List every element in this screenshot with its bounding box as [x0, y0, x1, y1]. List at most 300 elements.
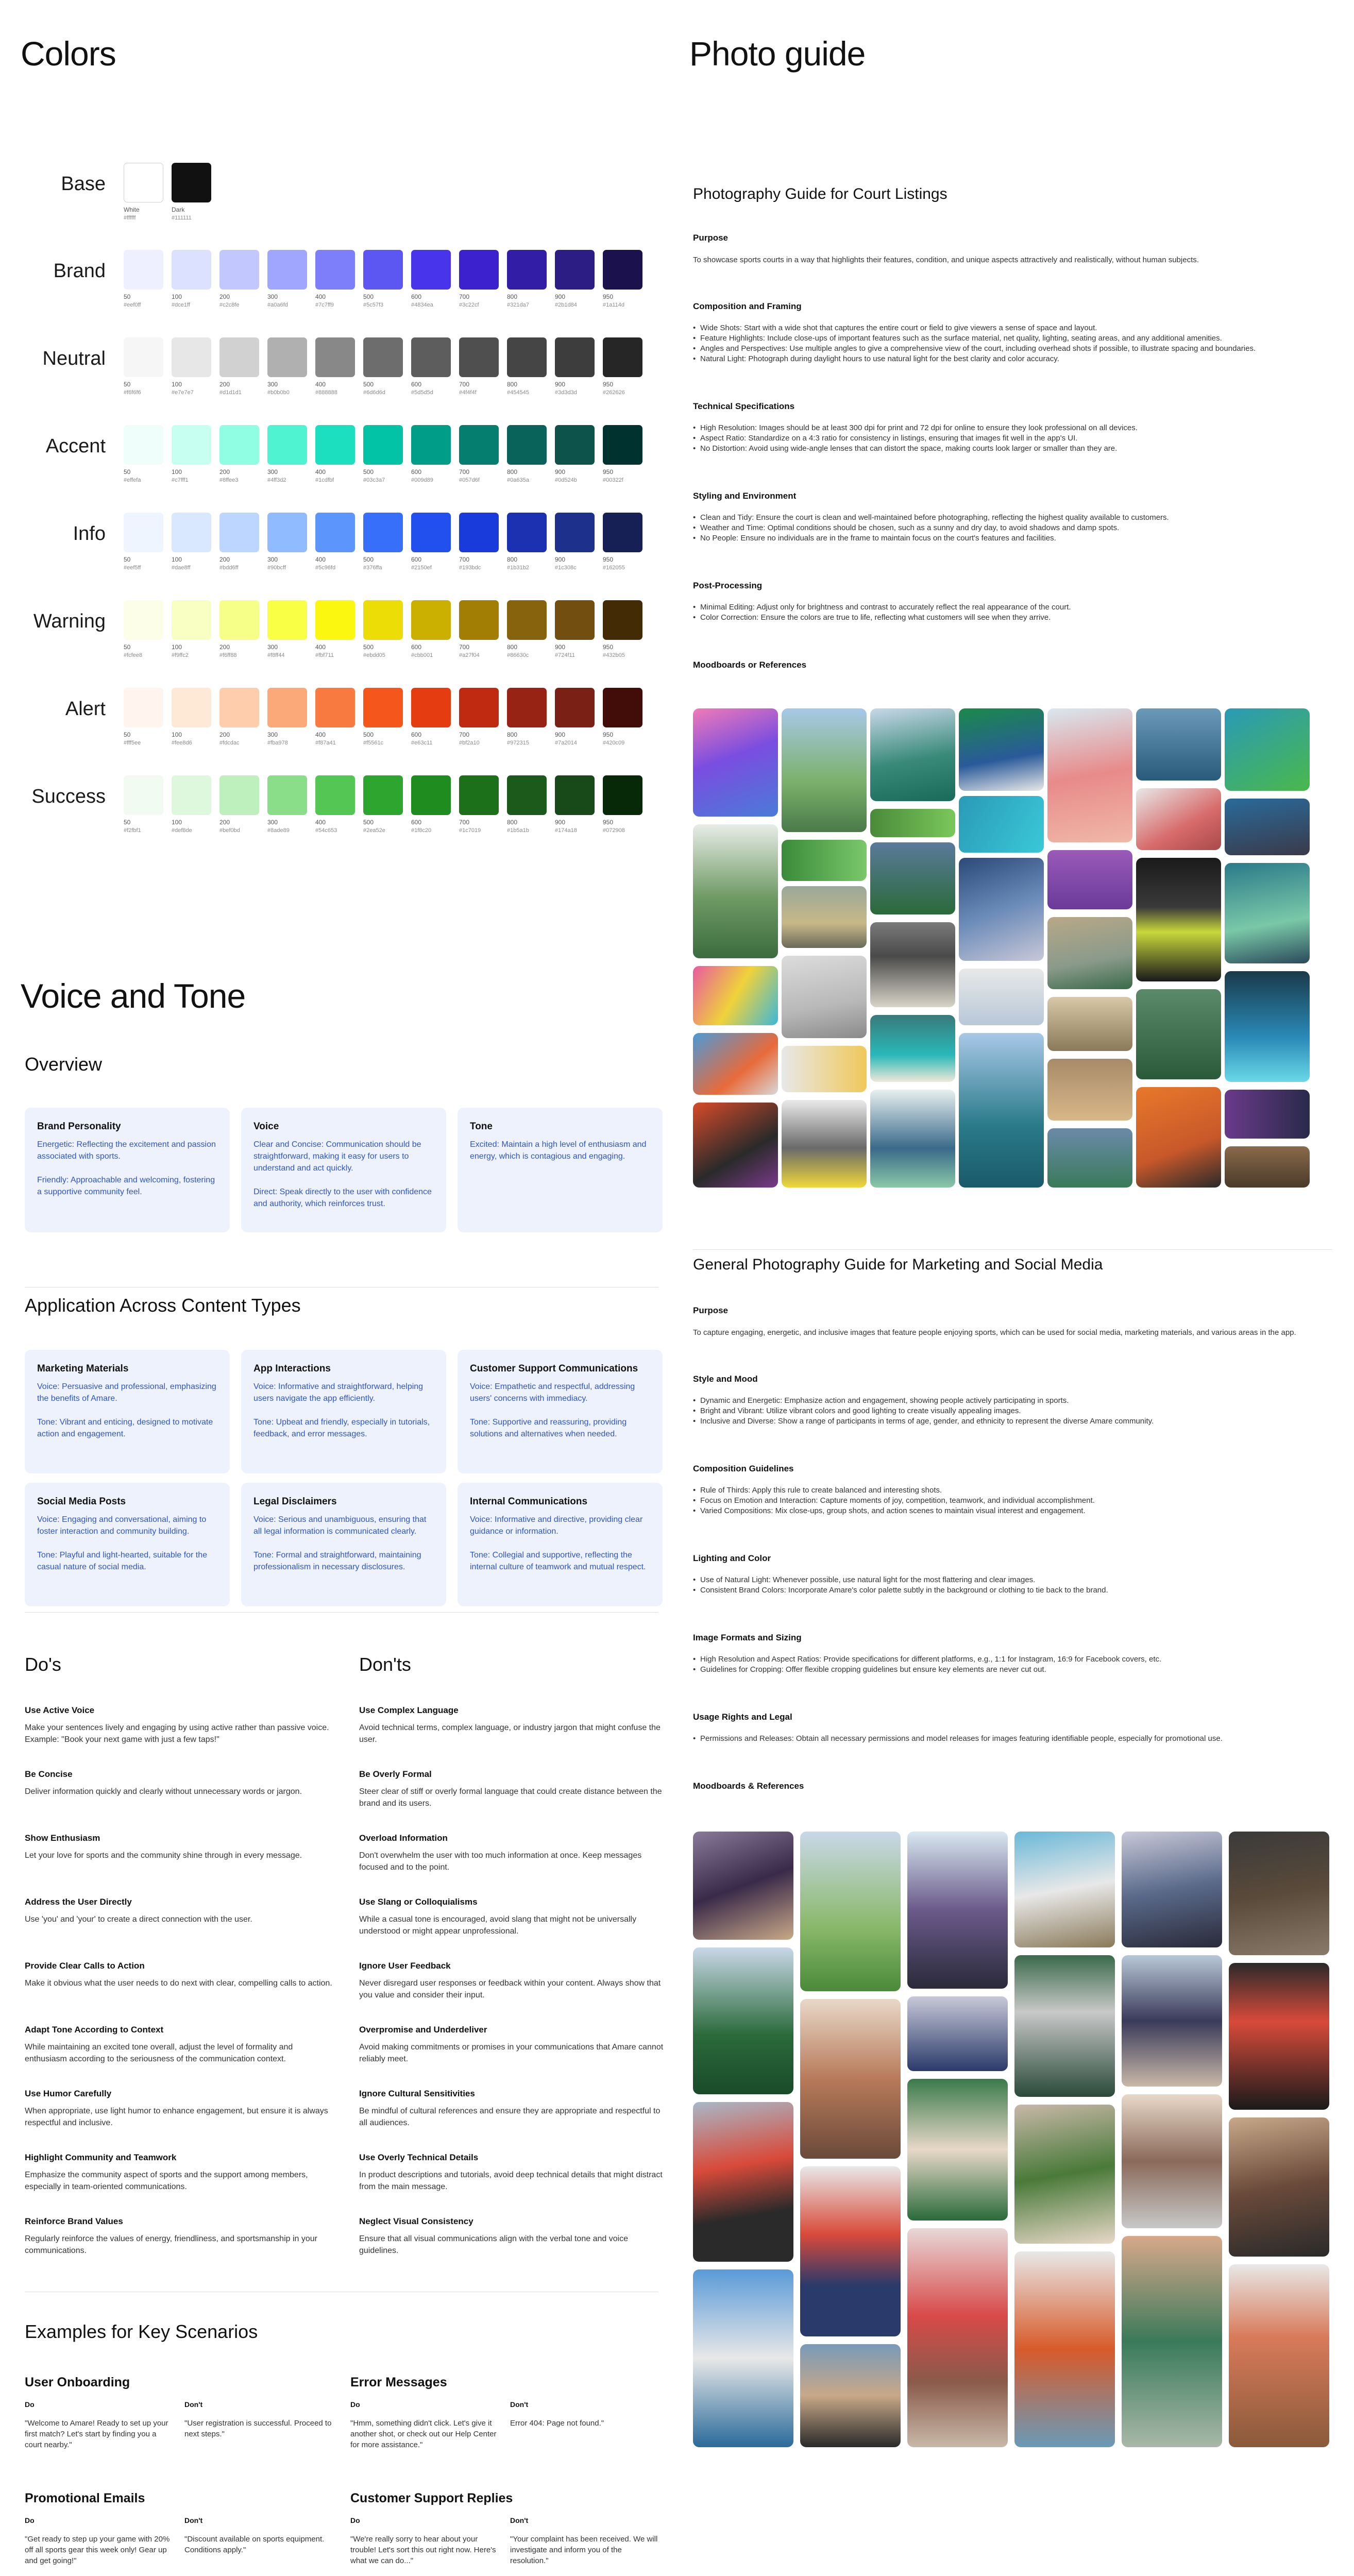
color-swatch [507, 337, 547, 377]
guideline-text: Use 'you' and 'your' to create a direct connection with the user. [25, 1915, 252, 1924]
guideline-title: Be Overly Formal [359, 1769, 432, 1779]
people-photo [800, 2166, 901, 2336]
example-block [350, 2491, 659, 2566]
guideline-text: Make it obvious what the user needs to do next with clear, compelling calls to action. [25, 1979, 332, 1988]
guide-bullet: • Weather and Time: Optimal conditions should be chosen, such as a sunny and dry day, to avoid shadows and damp spots. [693, 523, 1332, 533]
color-row-label: Success [31, 786, 106, 807]
example-title: Customer Support Replies [350, 2491, 513, 2505]
card-body: Voice: Engaging and conversational, aiming to foster interaction and community building. Tone: Playful and light-hearted, suitable for the casual nature of social media. [37, 1515, 207, 1571]
court-photo [1225, 799, 1310, 855]
color-swatch [555, 688, 595, 727]
color-swatch [267, 250, 307, 290]
divider [693, 1249, 1332, 1250]
card-title: Voice [253, 1121, 279, 1132]
color-swatch [172, 250, 211, 290]
court-photo [782, 840, 867, 881]
guide-bullet: • Focus on Emotion and Interaction: Capture moments of joy, competition, teamwork, and individual accomplishment. [693, 1496, 1332, 1506]
swatch-label: 900 #7a2014 [555, 731, 577, 746]
swatch-label: 700 #4f4f4f [459, 381, 477, 396]
court-photo [782, 1100, 867, 1188]
guideline-item [25, 2025, 334, 2065]
people-photo [1229, 1832, 1329, 1955]
swatch-label: 300 #4ff3d2 [267, 468, 286, 483]
court-photo [693, 966, 778, 1025]
guide-bullet: • No Distortion: Avoid using wide-angle lenses that can distort the space, making courts look larger or smaller than they are. [693, 444, 1332, 454]
guideline-item [359, 2216, 668, 2257]
guide-section-title: Style and Mood [693, 1374, 758, 1384]
guideline-text: In product descriptions and tutorials, avoid deep technical details that might distract from the main message. [359, 2171, 663, 2191]
court-photo [1225, 708, 1310, 791]
guide-section [693, 491, 1332, 544]
guide-section-list [693, 513, 1332, 544]
color-swatch [219, 337, 259, 377]
color-row-label: Alert [65, 698, 106, 720]
color-swatch [267, 775, 307, 815]
swatch-label: 400 #fbf711 [315, 643, 334, 658]
guideline-item [25, 1705, 334, 1745]
guideline-text: Emphasize the community aspect of sports and the support among members, especially in team-oriented communications. [25, 2171, 308, 2191]
color-swatch [172, 337, 211, 377]
court-photo [1047, 917, 1132, 989]
color-swatch [267, 688, 307, 727]
card-title: Tone [470, 1121, 493, 1132]
guide-bullet: • Dynamic and Energetic: Emphasize action and engagement, showing people actively participating in sports. [693, 1396, 1332, 1406]
color-swatch [124, 250, 163, 290]
swatch-label: 600 #2150ef [411, 556, 432, 571]
guide-bullet: • Clean and Tidy: Ensure the court is clean and well-maintained before photographing, reflecting the highest quality available to customers. [693, 513, 1332, 523]
guideline-item [359, 1769, 668, 1809]
guide-section-title: Technical Specifications [693, 401, 795, 411]
court-photo [693, 708, 778, 817]
guide-bullet: • Natural Light: Photograph during daylight hours to use natural light for the best clarity and color accuracy. [693, 354, 1332, 364]
guideline-item [25, 1897, 334, 1925]
guideline-title: Neglect Visual Consistency [359, 2216, 473, 2226]
court-photo [1047, 1059, 1132, 1121]
court-photo [1047, 1128, 1132, 1188]
swatch-label: 900 #3d3d3d [555, 381, 577, 396]
color-swatch [219, 775, 259, 815]
card-title: Marketing Materials [37, 1363, 129, 1374]
guideline-text: Make your sentences lively and engaging by using active rather than passive voice. Example: "Book your next game with just a few taps!" [25, 1723, 329, 1744]
color-swatch [507, 250, 547, 290]
color-swatch [411, 337, 451, 377]
example-do [25, 2400, 174, 2450]
swatch-label: White #ffffff [124, 206, 140, 221]
card-title: Brand Personality [37, 1121, 121, 1132]
swatch-label: 900 #1c308c [555, 556, 577, 571]
guide-bullet: • Consistent Brand Colors: Incorporate Amare's color palette subtly in the background or clothing to tie back to the brand. [693, 1585, 1332, 1596]
swatch-label: 400 #888888 [315, 381, 337, 396]
guideline-title: Provide Clear Calls to Action [25, 1961, 145, 1971]
guide-bullet: • Aspect Ratio: Standardize on a 4:3 ratio for consistency in listings, ensuring that images fit well in the app's UI. [693, 433, 1332, 444]
guideline-title: Ignore Cultural Sensitivities [359, 2089, 475, 2098]
swatch-label: 100 #def8de [172, 819, 192, 834]
color-swatch [363, 775, 403, 815]
people-photo [1122, 2094, 1222, 2228]
people-photo [1122, 1832, 1222, 1947]
color-row-label: Info [73, 523, 106, 545]
guideline-item [25, 2089, 334, 2129]
swatch-label: 800 #1b31b2 [507, 556, 529, 571]
court-photo [959, 969, 1044, 1025]
example-block [25, 2375, 334, 2450]
court-photo [1136, 788, 1221, 850]
example-title: User Onboarding [25, 2375, 130, 2389]
swatch-label: 200 #d1d1d1 [219, 381, 242, 396]
example-title: Promotional Emails [25, 2491, 145, 2505]
guide-bullet: • Minimal Editing: Adjust only for brightness and contrast to accurately reflect the real appearance of the court. [693, 602, 1332, 613]
color-swatch [172, 163, 211, 202]
example-do [350, 2400, 500, 2450]
card-title: Social Media Posts [37, 1496, 126, 1507]
guide-section-title: Composition and Framing [693, 301, 802, 311]
tone-card [241, 1483, 446, 1606]
color-row-label: Accent [45, 435, 106, 457]
guideline-text: When appropriate, use light humor to enhance engagement, but ensure it is always respectful and inclusive. [25, 2107, 328, 2127]
guideline-title: Highlight Community and Teamwork [25, 2153, 177, 2162]
application-title: Application Across Content Types [25, 1295, 301, 1316]
guide-bullet: • No People: Ensure no individuals are in the frame to maintain focus on the court's features and facilities. [693, 533, 1332, 544]
swatch-label: 50 #f2fbf1 [124, 819, 141, 834]
guideline-text: While a casual tone is encouraged, avoid slang that might not be universally understood or might appear unprofessional. [359, 1915, 637, 1936]
color-swatch [315, 600, 355, 640]
people-photo [907, 2228, 1008, 2447]
guide-section-title: Composition Guidelines [693, 1464, 794, 1473]
guideline-item [359, 2089, 668, 2129]
guide-bullet: • Color Correction: Ensure the colors are true to life, reflecting what customers will see when they arrive. [693, 613, 1332, 623]
people-photo [907, 1996, 1008, 2071]
swatch-label: 800 #1b5a1b [507, 819, 529, 834]
example-label: Do [350, 2516, 360, 2524]
swatch-label: 950 #1a114d [603, 293, 625, 308]
court-guide-title: Photography Guide for Court Listings [693, 185, 947, 202]
guide-section-list [693, 1654, 1332, 1675]
swatch-label: 900 #2b1d84 [555, 293, 577, 308]
example-title: Error Messages [350, 2375, 447, 2389]
swatch-label: 950 #262626 [603, 381, 625, 396]
tone-card [241, 1350, 446, 1473]
general-sections [693, 1374, 1332, 1744]
swatch-label: 50 #eef0ff [124, 293, 141, 308]
color-swatch [315, 337, 355, 377]
guideline-item [359, 1961, 668, 2001]
guide-section [693, 1464, 1332, 1516]
color-swatch [172, 513, 211, 552]
court-photo [782, 708, 867, 832]
swatch-label: 300 #90bcff [267, 556, 286, 571]
guide-section [693, 1374, 1332, 1427]
example-block [350, 2375, 659, 2450]
example-columns [25, 2400, 334, 2450]
guideline-text: Regularly reinforce the values of energy, friendliness, and sportsmanship in your communications. [25, 2234, 317, 2255]
guideline-text: Avoid technical terms, complex language, or industry jargon that might confuse the user. [359, 1723, 661, 1744]
color-swatch [507, 775, 547, 815]
swatch-label: 700 #057d6f [459, 468, 480, 483]
court-photo [1047, 850, 1132, 909]
color-swatch [411, 250, 451, 290]
court-photo [1225, 1146, 1310, 1188]
swatch-label: Dark #111111 [172, 206, 192, 221]
color-swatch [411, 513, 451, 552]
color-swatch [267, 600, 307, 640]
color-swatch [411, 600, 451, 640]
people-photo [693, 2102, 793, 2262]
color-swatch [459, 513, 499, 552]
color-swatch [172, 775, 211, 815]
example-label: Don't [510, 2400, 529, 2409]
color-swatch [363, 688, 403, 727]
swatch-label: 50 #effefa [124, 468, 141, 483]
color-swatch [507, 688, 547, 727]
guide-section [693, 1633, 1332, 1675]
guideline-title: Adapt Tone According to Context [25, 2025, 164, 2035]
guide-bullet: • Permissions and Releases: Obtain all necessary permissions and model releases for images featuring identifiable people, especially for promotional use. [693, 1734, 1332, 1744]
general-moodboard-title: Moodboards & References [693, 1781, 804, 1791]
color-swatch [172, 425, 211, 465]
guideline-title: Address the User Directly [25, 1897, 132, 1907]
color-swatch [315, 775, 355, 815]
court-photo [1136, 1087, 1221, 1188]
swatch-label: 600 #e63c11 [411, 731, 433, 746]
people-photo [1122, 1955, 1222, 2087]
guide-section [693, 581, 1332, 623]
swatch-label: 400 #54c653 [315, 819, 337, 834]
swatch-label: 900 #724f11 [555, 643, 575, 658]
guide-section-list [693, 1734, 1332, 1744]
card-body: Excited: Maintain a high level of enthusiasm and energy, which is contagious and engaging. [470, 1140, 647, 1161]
example-dont [184, 2516, 334, 2566]
swatch-label: 600 #009d89 [411, 468, 433, 483]
court-photo [1047, 708, 1132, 842]
color-swatch [363, 513, 403, 552]
color-swatch [267, 425, 307, 465]
example-label: Don't [184, 2400, 203, 2409]
example-label: Do [350, 2400, 360, 2409]
example-label: Don't [510, 2516, 529, 2524]
guideline-text: Let your love for sports and the community shine through in every message. [25, 1851, 302, 1860]
color-swatch [172, 688, 211, 727]
swatch-label: 700 #a27f04 [459, 643, 480, 658]
color-swatch [603, 688, 642, 727]
color-swatch [219, 600, 259, 640]
court-photo [870, 1090, 955, 1188]
example-text: Error 404: Page not found." [510, 2419, 604, 2428]
guideline-title: Ignore User Feedback [359, 1961, 451, 1971]
swatch-label: 500 #376ffa [363, 556, 382, 571]
tone-card [25, 1108, 230, 1232]
example-dont [510, 2516, 659, 2566]
color-swatch [603, 600, 642, 640]
swatch-label: 500 #2ea52e [363, 819, 385, 834]
color-swatch [267, 513, 307, 552]
people-photo [1014, 1832, 1115, 1947]
people-photo [1122, 2236, 1222, 2447]
swatch-label: 400 #f87a41 [315, 731, 336, 746]
swatch-label: 100 #e7e7e7 [172, 381, 194, 396]
color-row-label: Neutral [42, 348, 106, 369]
people-photo [1229, 2117, 1329, 2257]
general-guide [693, 1256, 1332, 1791]
swatch-label: 300 #fba978 [267, 731, 288, 746]
guideline-title: Overpromise and Underdeliver [359, 2025, 487, 2035]
example-text: "Hmm, something didn't click. Let's give it another shot, or check out our Help Center for more assistance." [350, 2419, 497, 2449]
swatch-label: 100 #f9ffc2 [172, 643, 189, 658]
guide-section-list [693, 602, 1332, 623]
color-swatch [555, 425, 595, 465]
swatch-label: 600 #1f8c20 [411, 819, 432, 834]
guide-bullet: • Varied Compositions: Mix close-ups, group shots, and action scenes to maintain visual interest and engagement. [693, 1506, 1332, 1516]
court-photo [959, 1033, 1044, 1188]
guide-section-title: Usage Rights and Legal [693, 1712, 792, 1722]
guide-bullet: • Wide Shots: Start with a wide shot that captures the entire court or field to give viewers a sense of space and layout. [693, 323, 1332, 333]
color-swatch [124, 775, 163, 815]
people-photo [1229, 1963, 1329, 2110]
color-swatch [315, 250, 355, 290]
guide-bullet: • Feature Highlights: Include close-ups of important features such as the surface material, net quality, lighting, seating areas, and any additional amenities. [693, 333, 1332, 344]
swatch-label: 600 #cbb001 [411, 643, 433, 658]
people-photo [800, 2344, 901, 2447]
guide-bullet: • Use of Natural Light: Whenever possible, use natural light for the most flattering and clear images. [693, 1575, 1332, 1585]
color-swatch [267, 337, 307, 377]
guideline-item [359, 1897, 668, 1937]
card-body: Energetic: Reflecting the excitement and passion associated with sports. Friendly: Approachable and welcoming, fostering a supportive community feel. [37, 1140, 216, 1196]
guide-section [693, 1553, 1332, 1596]
swatch-label: 300 #8ade89 [267, 819, 290, 834]
court-moodboard-title: Moodboards or References [693, 660, 807, 670]
swatch-label: 400 #5c96fd [315, 556, 336, 571]
example-do [350, 2516, 500, 2566]
photo-guide-title: Photo guide [689, 35, 866, 73]
example-columns [350, 2516, 659, 2566]
swatch-label: 300 #b0b0b0 [267, 381, 290, 396]
color-swatch [411, 688, 451, 727]
card-title: App Interactions [253, 1363, 331, 1374]
court-purpose-text: To showcase sports courts in a way that highlights their features, condition, and unique aspects attractively and realistically, without human subjects. [693, 256, 1199, 264]
guide-section-list [693, 1485, 1332, 1516]
court-photo [870, 922, 955, 1007]
court-purpose-title: Purpose [693, 233, 729, 243]
color-swatch [219, 425, 259, 465]
swatch-label: 500 #5c57f3 [363, 293, 384, 308]
people-photo [800, 1832, 901, 1991]
guide-section [693, 301, 1332, 364]
guideline-item [25, 1833, 334, 1861]
guideline-text: Never disregard user responses or feedback within your content. Always show that you value and consider their input. [359, 1979, 661, 1999]
guideline-title: Use Complex Language [359, 1705, 459, 1715]
swatch-label: 600 #4834ea [411, 293, 433, 308]
swatch-label: 100 #c7fff1 [172, 468, 189, 483]
color-swatch [459, 425, 499, 465]
tone-card [458, 1483, 663, 1606]
general-purpose-text: To capture engaging, energetic, and inclusive images that feature people enjoying sports, which can be used for social media, marketing materials, and various areas in the app. [693, 1328, 1296, 1337]
guide-bullet: • High Resolution and Aspect Ratios: Provide specifications for different platforms, e.g., 1:1 for Instagram, 16:9 for Facebook covers, etc. [693, 1654, 1332, 1665]
color-swatch [315, 425, 355, 465]
guide-section-list [693, 423, 1332, 454]
overview-title: Overview [25, 1054, 103, 1075]
swatch-label: 600 #5d5d5d [411, 381, 433, 396]
color-swatch [603, 250, 642, 290]
swatch-label: 800 #454545 [507, 381, 529, 396]
swatch-label: 100 #fee8d6 [172, 731, 192, 746]
color-swatch [459, 250, 499, 290]
court-photo [1136, 989, 1221, 1079]
color-swatch [507, 513, 547, 552]
people-photo [693, 2269, 793, 2447]
card-body: Voice: Persuasive and professional, emphasizing the benefits of Amare. Tone: Vibrant and enticing, designed to motivate action and engagement. [37, 1382, 216, 1438]
guide-section-title: Image Formats and Sizing [693, 1633, 802, 1642]
color-swatch [315, 688, 355, 727]
guide-bullet: • Rule of Thirds: Apply this rule to create balanced and interesting shots. [693, 1485, 1332, 1496]
court-photo [959, 796, 1044, 853]
example-dont [510, 2400, 659, 2450]
court-guide [693, 185, 1332, 670]
card-body: Voice: Informative and directive, providing clear guidance or information. Tone: Collegial and supportive, reflecting the internal culture of teamwork and mutual respect. [470, 1515, 646, 1571]
guideline-title: Be Concise [25, 1769, 73, 1779]
card-body: Voice: Serious and unambiguous, ensuring that all legal information is communicated clearly. Tone: Formal and straightforward, maintaining professionalism in necessary disclosures. [253, 1515, 427, 1571]
swatch-label: 950 #420c09 [603, 731, 625, 746]
swatch-label: 800 #972315 [507, 731, 529, 746]
guide-section-list [693, 323, 1332, 364]
color-swatch [555, 600, 595, 640]
guide-section-list [693, 1396, 1332, 1427]
color-swatch [363, 425, 403, 465]
guideline-text: Be mindful of cultural references and ensure they are appropriate and respectful to all audiences. [359, 2107, 661, 2127]
color-swatch [124, 600, 163, 640]
swatch-label: 200 #8ffee3 [219, 468, 239, 483]
color-swatch [315, 513, 355, 552]
color-swatch [219, 513, 259, 552]
people-photo [693, 1832, 793, 1940]
example-label: Do [25, 2516, 35, 2524]
swatch-label: 200 #c2c8fe [219, 293, 240, 308]
color-swatch [172, 600, 211, 640]
court-photo [1136, 708, 1221, 781]
people-photo [907, 2079, 1008, 2221]
court-photo [1225, 863, 1310, 963]
example-text: "User registration is successful. Proceed to next steps." [184, 2419, 332, 2438]
people-photo [1014, 2251, 1115, 2447]
swatch-label: 500 #ebdd05 [363, 643, 385, 658]
court-photo [870, 809, 955, 837]
guideline-item [359, 1833, 668, 1873]
guide-section [693, 401, 1332, 454]
tone-card [458, 1350, 663, 1473]
guide-section-title: Post-Processing [693, 581, 763, 590]
court-photo [1225, 1090, 1310, 1139]
swatch-label: 950 #162055 [603, 556, 625, 571]
example-text: "We're really sorry to hear about your trouble! Let's sort this out right now. Here's what we can do..." [350, 2535, 496, 2565]
guide-section-list [693, 1575, 1332, 1596]
example-label: Do [25, 2400, 35, 2409]
people-photo [1229, 2264, 1329, 2447]
card-title: Customer Support Communications [470, 1363, 638, 1374]
court-photo [870, 1015, 955, 1082]
swatch-label: 500 #03c3a7 [363, 468, 385, 483]
swatch-label: 500 #f5561c [363, 731, 384, 746]
guideline-text: While maintaining an excited tone overall, adjust the level of formality and enthusiasm according to the seriousness of the communication context. [25, 2043, 293, 2063]
guide-section-title: Styling and Environment [693, 491, 797, 501]
guide-section-title: Lighting and Color [693, 1553, 771, 1563]
guide-bullet: • Guidelines for Cropping: Offer flexible cropping guidelines but ensure key elements are never cut out. [693, 1665, 1332, 1675]
card-body: Voice: Empathetic and respectful, addressing users' concerns with immediacy. Tone: Supportive and reassuring, providing solutions and alternatives when needed. [470, 1382, 635, 1438]
swatch-label: 50 #fff5ee [124, 731, 141, 746]
swatch-label: 200 #bdd6ff [219, 556, 239, 571]
court-photo [1047, 997, 1132, 1051]
swatch-label: 800 #0a635a [507, 468, 529, 483]
color-swatch [124, 337, 163, 377]
voice-title: Voice and Tone [21, 977, 246, 1015]
example-block [25, 2491, 334, 2566]
